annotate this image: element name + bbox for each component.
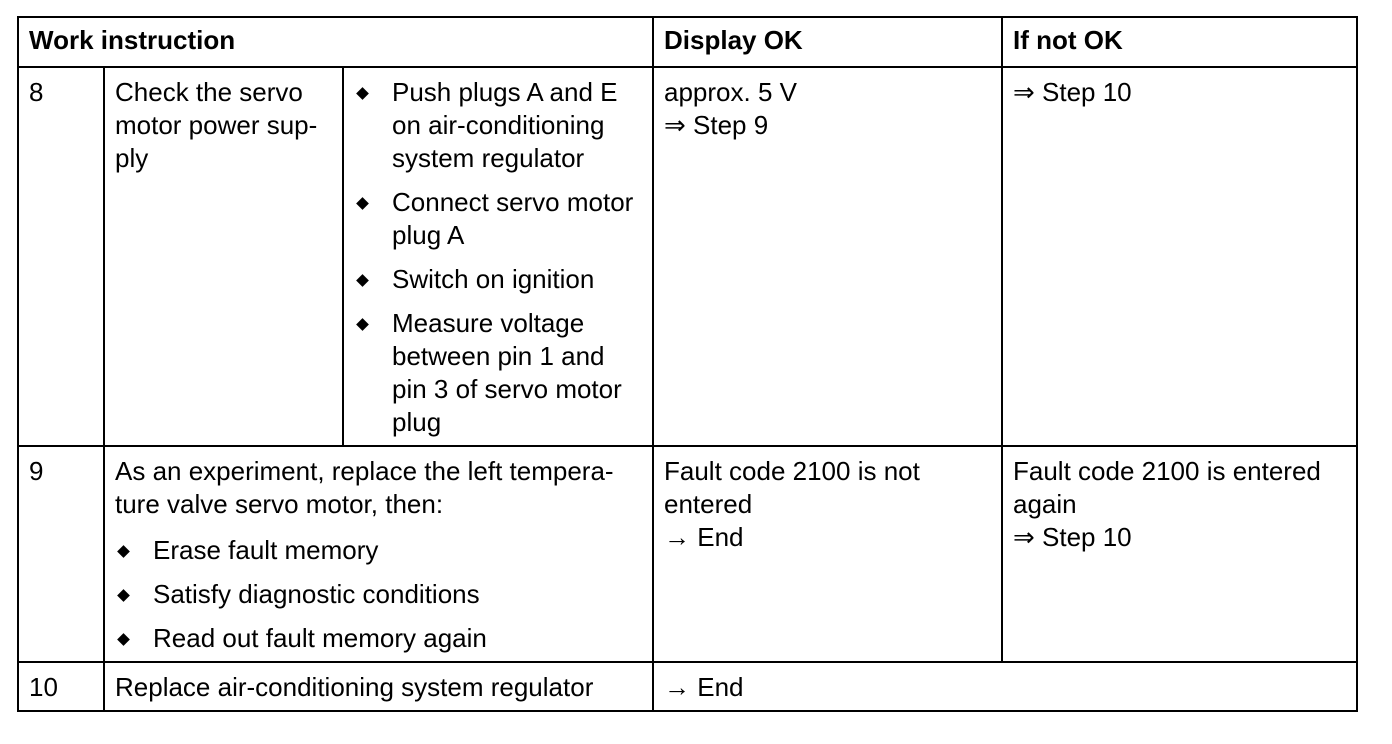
diamond-bullet-icon [356,274,369,287]
list-item-text: Connect servo motor plug A [392,187,634,250]
list-item [354,263,642,296]
step-number: 8 [18,67,104,446]
step-title-line: motor power sup- [115,110,318,140]
list-item-text: Read out fault memory again [153,623,487,653]
list-item-text: Satisfy diagnostic conditions [153,579,480,609]
list-item [354,307,642,439]
if-not-ok-cell [1002,67,1357,446]
diamond-bullet-icon [356,87,369,100]
display-ok-line: approx. 5 V [664,77,797,107]
step-instruction: Replace air-conditioning system regulator [104,662,653,711]
table-row [18,67,1357,446]
list-item-text: Switch on ignition [392,264,595,294]
diamond-bullet-icon [117,545,130,558]
diamond-bullet-icon [117,633,130,646]
table-row [18,446,1357,662]
if-not-ok-line: again [1013,489,1077,519]
step-title [104,67,343,446]
list-item [115,578,642,611]
diamond-bullet-icon [117,589,130,602]
list-item [354,76,642,175]
header-work-instruction: Work instruction [18,17,653,67]
display-ok-cell [653,67,1002,446]
step-title-line: ply [115,143,149,173]
if-not-ok-cell [1002,446,1357,662]
step-intro-line: ture valve servo motor, then: [115,489,444,519]
step-instruction [104,446,653,662]
display-ok-line: → End [664,522,744,552]
if-not-ok-line: ⇒ Step 10 [1013,522,1132,552]
list-item [115,534,642,567]
list-item-text: Push plugs A and E on air-conditioning system regulator [392,77,618,173]
diamond-bullet-icon [356,197,369,210]
action-list [354,76,642,439]
list-item [115,622,642,655]
display-ok-line: entered [664,489,753,519]
step-number: 10 [18,662,104,711]
display-ok-line: ⇒ Step 9 [664,110,769,140]
work-instruction-table [17,16,1358,712]
if-not-ok-line: ⇒ Step 10 [1013,77,1132,107]
list-item-text: Measure voltage between pin 1 and pin 3 of servo motor plug [392,308,622,437]
step-actions [343,67,653,446]
diamond-bullet-icon [356,318,369,331]
display-ok-cell [653,446,1002,662]
step-title-line: Check the servo [115,77,303,107]
step-number: 9 [18,446,104,662]
display-ok-line: Fault code 2100 is not [664,456,920,486]
header-if-not-ok: If not OK [1002,17,1357,67]
table-row [18,662,1357,711]
action-list [115,534,642,655]
list-item [354,186,642,252]
step-intro [115,455,642,521]
if-not-ok-line: Fault code 2100 is entered [1013,456,1321,486]
list-item-text: Erase fault memory [153,535,379,565]
step-intro-line: As an experiment, replace the left tempera- [115,456,614,486]
step-result: → End [653,662,1357,711]
header-display-ok: Display OK [653,17,1002,67]
header-row [18,17,1357,67]
